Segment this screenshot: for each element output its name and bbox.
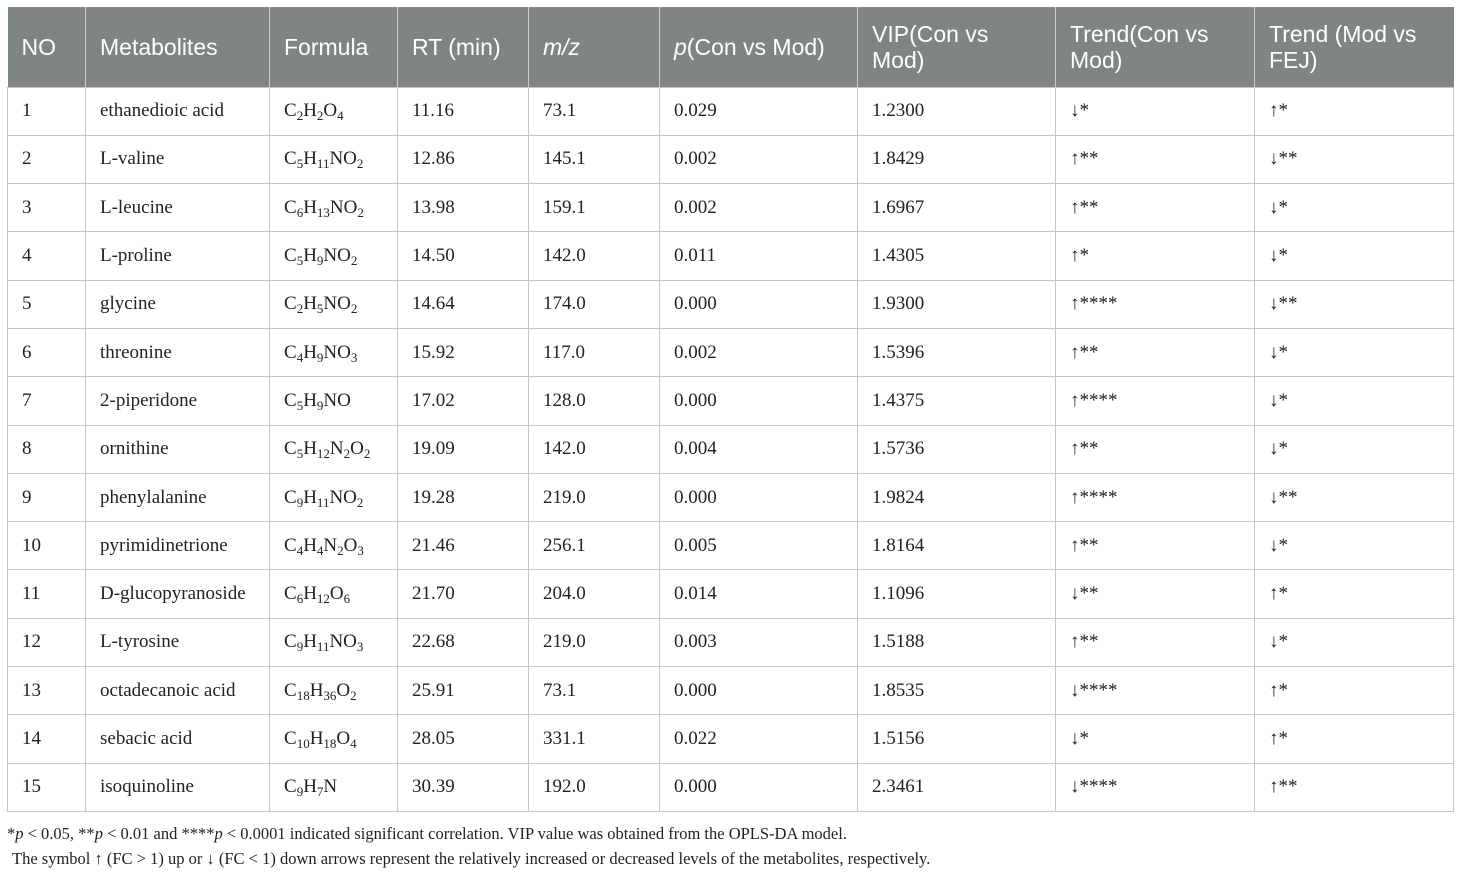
trend-con-mod-cell: ↑** <box>1056 328 1255 376</box>
table-row <box>8 667 1454 715</box>
trend-mod-fej-cell: ↓* <box>1255 377 1454 425</box>
p-value-cell: 0.000 <box>660 280 858 328</box>
column-header: VIP(Con vs Mod) <box>858 7 1056 87</box>
trend-con-mod-cell: ↓* <box>1056 715 1255 763</box>
retention-time-cell: 11.16 <box>398 87 529 135</box>
footnote-arrows: The symbol ↑ (FC > 1) up or ↓ (FC < 1) down arrows represent the relatively increased or decreased levels of the metabolites, respectively. <box>12 849 931 868</box>
formula-cell: $C_5H_{11}NO_2$ <box>270 135 398 183</box>
row-number-cell: 14 <box>8 715 86 763</box>
p-value-cell: 0.004 <box>660 425 858 473</box>
retention-time-cell: 19.09 <box>398 425 529 473</box>
formula-cell: $C_4H_9NO_3$ <box>270 328 398 376</box>
metabolite-name-cell: pyrimidinetrione <box>86 522 270 570</box>
row-number-cell: 1 <box>8 87 86 135</box>
p-value-cell: 0.000 <box>660 473 858 521</box>
retention-time-cell: 28.05 <box>398 715 529 763</box>
p-value-cell: 0.003 <box>660 618 858 666</box>
metabolite-name-cell: L-proline <box>86 232 270 280</box>
trend-mod-fej-cell: ↓* <box>1255 184 1454 232</box>
p-value-cell: 0.002 <box>660 184 858 232</box>
column-header: p(Con vs Mod) <box>660 7 858 87</box>
vip-value-cell: 1.1096 <box>858 570 1056 618</box>
metabolites-table <box>7 7 1454 812</box>
vip-value-cell: 1.8164 <box>858 522 1056 570</box>
metabolite-name-cell: 2-piperidone <box>86 377 270 425</box>
retention-time-cell: 19.28 <box>398 473 529 521</box>
vip-value-cell: 1.5156 <box>858 715 1056 763</box>
formula-cell: $C_2H_2O_4$ <box>270 87 398 135</box>
vip-value-cell: 1.2300 <box>858 87 1056 135</box>
formula-cell: $C_6H_{13}NO_2$ <box>270 184 398 232</box>
mz-value-cell: 142.0 <box>529 425 660 473</box>
metabolite-name-cell: L-valine <box>86 135 270 183</box>
metabolites-table-container <box>7 7 1453 812</box>
retention-time-cell: 21.46 <box>398 522 529 570</box>
metabolite-name-cell: phenylalanine <box>86 473 270 521</box>
trend-con-mod-cell: ↑**** <box>1056 473 1255 521</box>
trend-mod-fej-cell: ↑* <box>1255 87 1454 135</box>
header-row <box>8 7 1454 87</box>
trend-con-mod-cell: ↑* <box>1056 232 1255 280</box>
metabolite-name-cell: octadecanoic acid <box>86 667 270 715</box>
row-number-cell: 8 <box>8 425 86 473</box>
mz-value-cell: 331.1 <box>529 715 660 763</box>
table-row <box>8 570 1454 618</box>
mz-value-cell: 145.1 <box>529 135 660 183</box>
retention-time-cell: 22.68 <box>398 618 529 666</box>
table-row <box>8 377 1454 425</box>
row-number-cell: 4 <box>8 232 86 280</box>
mz-value-cell: 219.0 <box>529 618 660 666</box>
column-header: RT (min) <box>398 7 529 87</box>
formula-cell: $C_9H_{11}NO_3$ <box>270 618 398 666</box>
row-number-cell: 9 <box>8 473 86 521</box>
row-number-cell: 10 <box>8 522 86 570</box>
mz-value-cell: 142.0 <box>529 232 660 280</box>
trend-mod-fej-cell: ↓* <box>1255 618 1454 666</box>
trend-con-mod-cell: ↑** <box>1056 135 1255 183</box>
formula-cell: $C_5H_9NO_2$ <box>270 232 398 280</box>
retention-time-cell: 17.02 <box>398 377 529 425</box>
metabolite-name-cell: glycine <box>86 280 270 328</box>
p-value-cell: 0.000 <box>660 763 858 811</box>
formula-cell: $C_9H_7N$ <box>270 763 398 811</box>
p-value-cell: 0.029 <box>660 87 858 135</box>
vip-value-cell: 1.4375 <box>858 377 1056 425</box>
table-row <box>8 135 1454 183</box>
row-number-cell: 7 <box>8 377 86 425</box>
trend-con-mod-cell: ↓* <box>1056 87 1255 135</box>
column-header: Trend (Mod vs FEJ) <box>1255 7 1454 87</box>
formula-cell: $C_{10}H_{18}O_4$ <box>270 715 398 763</box>
mz-value-cell: 117.0 <box>529 328 660 376</box>
trend-mod-fej-cell: ↓* <box>1255 328 1454 376</box>
footnote-significance: *p < 0.05, **p < 0.01 and ****p < 0.0001 indicated significant correlation. VIP value was obtained from the OPLS-DA model. <box>7 824 847 843</box>
metabolite-name-cell: L-leucine <box>86 184 270 232</box>
mz-value-cell: 219.0 <box>529 473 660 521</box>
trend-mod-fej-cell: ↑* <box>1255 667 1454 715</box>
row-number-cell: 2 <box>8 135 86 183</box>
trend-mod-fej-cell: ↓* <box>1255 522 1454 570</box>
trend-mod-fej-cell: ↓* <box>1255 232 1454 280</box>
retention-time-cell: 25.91 <box>398 667 529 715</box>
trend-mod-fej-cell: ↓** <box>1255 135 1454 183</box>
p-value-cell: 0.011 <box>660 232 858 280</box>
retention-time-cell: 21.70 <box>398 570 529 618</box>
table-row <box>8 232 1454 280</box>
metabolite-name-cell: ethanedioic acid <box>86 87 270 135</box>
table-row <box>8 763 1454 811</box>
row-number-cell: 15 <box>8 763 86 811</box>
retention-time-cell: 13.98 <box>398 184 529 232</box>
row-number-cell: 5 <box>8 280 86 328</box>
trend-con-mod-cell: ↑**** <box>1056 377 1255 425</box>
table-row <box>8 715 1454 763</box>
retention-time-cell: 14.50 <box>398 232 529 280</box>
metabolite-name-cell: sebacic acid <box>86 715 270 763</box>
p-value-cell: 0.002 <box>660 328 858 376</box>
trend-con-mod-cell: ↑** <box>1056 184 1255 232</box>
vip-value-cell: 1.5736 <box>858 425 1056 473</box>
mz-value-cell: 159.1 <box>529 184 660 232</box>
trend-mod-fej-cell: ↑* <box>1255 715 1454 763</box>
row-number-cell: 6 <box>8 328 86 376</box>
metabolite-name-cell: isoquinoline <box>86 763 270 811</box>
table-row <box>8 87 1454 135</box>
column-header: m/z <box>529 7 660 87</box>
p-value-cell: 0.005 <box>660 522 858 570</box>
formula-cell: $C_4H_4N_2O_3$ <box>270 522 398 570</box>
mz-value-cell: 73.1 <box>529 87 660 135</box>
row-number-cell: 11 <box>8 570 86 618</box>
mz-value-cell: 73.1 <box>529 667 660 715</box>
formula-cell: $C_5H_{12}N_2O_2$ <box>270 425 398 473</box>
vip-value-cell: 1.9300 <box>858 280 1056 328</box>
vip-value-cell: 2.3461 <box>858 763 1056 811</box>
formula-cell: $C_9H_{11}NO_2$ <box>270 473 398 521</box>
retention-time-cell: 12.86 <box>398 135 529 183</box>
column-header: Metabolites <box>86 7 270 87</box>
table-row <box>8 328 1454 376</box>
metabolite-name-cell: L-tyrosine <box>86 618 270 666</box>
column-header: NO <box>8 7 86 87</box>
formula-cell: $C_5H_9NO$ <box>270 377 398 425</box>
table-footnote <box>7 821 930 871</box>
retention-time-cell: 15.92 <box>398 328 529 376</box>
table-row <box>8 522 1454 570</box>
row-number-cell: 12 <box>8 618 86 666</box>
trend-con-mod-cell: ↑**** <box>1056 280 1255 328</box>
p-value-cell: 0.002 <box>660 135 858 183</box>
trend-mod-fej-cell: ↓** <box>1255 280 1454 328</box>
trend-mod-fej-cell: ↑* <box>1255 570 1454 618</box>
table-body <box>8 87 1454 811</box>
table-row <box>8 618 1454 666</box>
vip-value-cell: 1.8429 <box>858 135 1056 183</box>
trend-mod-fej-cell: ↓** <box>1255 473 1454 521</box>
trend-con-mod-cell: ↑** <box>1056 425 1255 473</box>
table-header <box>8 7 1454 87</box>
mz-value-cell: 174.0 <box>529 280 660 328</box>
trend-mod-fej-cell: ↓* <box>1255 425 1454 473</box>
p-value-cell: 0.000 <box>660 377 858 425</box>
vip-value-cell: 1.8535 <box>858 667 1056 715</box>
metabolite-name-cell: threonine <box>86 328 270 376</box>
mz-value-cell: 192.0 <box>529 763 660 811</box>
trend-mod-fej-cell: ↑** <box>1255 763 1454 811</box>
retention-time-cell: 30.39 <box>398 763 529 811</box>
table-row <box>8 184 1454 232</box>
mz-value-cell: 256.1 <box>529 522 660 570</box>
trend-con-mod-cell: ↓** <box>1056 570 1255 618</box>
trend-con-mod-cell: ↑** <box>1056 522 1255 570</box>
vip-value-cell: 1.5396 <box>858 328 1056 376</box>
formula-cell: $C_2H_5NO_2$ <box>270 280 398 328</box>
table-row <box>8 473 1454 521</box>
column-header: Formula <box>270 7 398 87</box>
metabolite-name-cell: ornithine <box>86 425 270 473</box>
row-number-cell: 13 <box>8 667 86 715</box>
retention-time-cell: 14.64 <box>398 280 529 328</box>
trend-con-mod-cell: ↑** <box>1056 618 1255 666</box>
p-value-cell: 0.014 <box>660 570 858 618</box>
vip-value-cell: 1.5188 <box>858 618 1056 666</box>
vip-value-cell: 1.4305 <box>858 232 1056 280</box>
column-header: Trend(Con vs Mod) <box>1056 7 1255 87</box>
trend-con-mod-cell: ↓**** <box>1056 763 1255 811</box>
p-value-cell: 0.022 <box>660 715 858 763</box>
trend-con-mod-cell: ↓**** <box>1056 667 1255 715</box>
p-value-cell: 0.000 <box>660 667 858 715</box>
row-number-cell: 3 <box>8 184 86 232</box>
table-row <box>8 280 1454 328</box>
vip-value-cell: 1.9824 <box>858 473 1056 521</box>
table-row <box>8 425 1454 473</box>
formula-cell: $C_6H_{12}O_6$ <box>270 570 398 618</box>
metabolite-name-cell: D-glucopyranoside <box>86 570 270 618</box>
mz-value-cell: 128.0 <box>529 377 660 425</box>
mz-value-cell: 204.0 <box>529 570 660 618</box>
vip-value-cell: 1.6967 <box>858 184 1056 232</box>
formula-cell: $C_{18}H_{36}O_2$ <box>270 667 398 715</box>
